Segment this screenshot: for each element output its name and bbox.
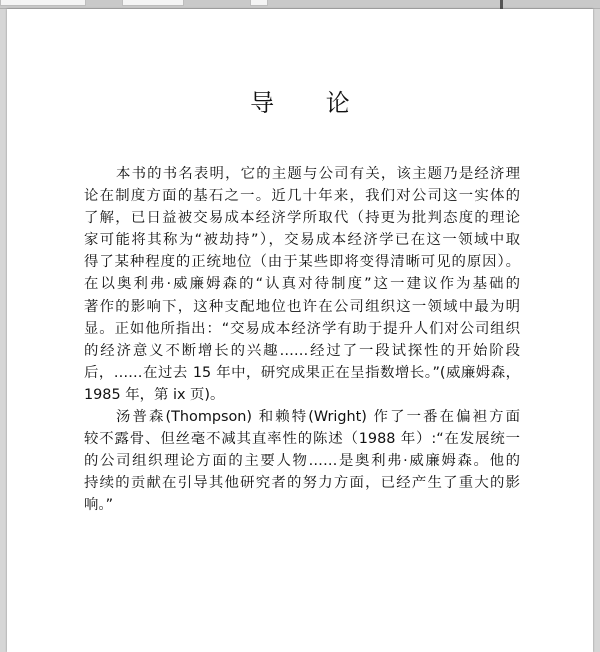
- text-line: 响。”: [84, 497, 114, 514]
- text-line: 论在制度方面的基石之一。近几十年来，我们对公司这一实体的: [84, 188, 520, 205]
- text-line: 著作的影响下，这种支配地位也许在公司组织这一领域中最为明: [84, 298, 520, 315]
- text-line: 了解，已日益被交易成本经济学所取代（持更为批判态度的理论: [84, 210, 520, 227]
- text-line: 汤普森(Thompson) 和赖特(Wright) 作了一番在偏袒方面: [116, 409, 520, 426]
- toolbar-segment: [0, 0, 86, 6]
- text-line: 显。正如他所指出：“交易成本经济学有助于提升人们对公司组织: [84, 320, 520, 337]
- text-line: 的公司组织理论方面的主要人物……是奥利弗·威廉姆森。他的: [84, 453, 520, 470]
- toolbar-segment: [122, 0, 184, 6]
- text-line: 本书的书名表明，它的主题与公司有关，该主题乃是经济理: [116, 166, 520, 182]
- text-line: 较不露骨、但丝毫不减其直率性的陈述（1988 年）:“在发展统一: [84, 431, 520, 448]
- text-line: 1985 年，第 ix 页)。: [84, 386, 225, 403]
- page-body: [84, 163, 520, 517]
- toolbar-segment: [250, 0, 268, 6]
- paragraph: [84, 163, 520, 406]
- text-line: 持续的贡献在引导其他研究者的努力方面，已经产生了重大的影: [84, 475, 520, 492]
- text-line: 后，……在过去 15 年中，研究成果正在呈指数增长。”(威廉姆森，: [84, 364, 520, 381]
- page-title: 导 论: [250, 89, 372, 117]
- text-line: 的经济意义不断增长的兴趣……经过了一段试探性的开始阶段: [84, 342, 520, 359]
- viewer-toolbar: [0, 0, 600, 9]
- paragraph: [84, 406, 520, 516]
- text-line: 得了某种程度的正统地位（由于某些即将变得清晰可见的原因）。: [84, 254, 520, 271]
- document-page: [7, 9, 593, 652]
- text-line: 在以奥利弗·威廉姆森的“认真对待制度”这一建议作为基础的: [84, 276, 520, 293]
- text-line: 家可能将其称为“被劫持”），交易成本经济学已在这一领域中取: [84, 232, 520, 249]
